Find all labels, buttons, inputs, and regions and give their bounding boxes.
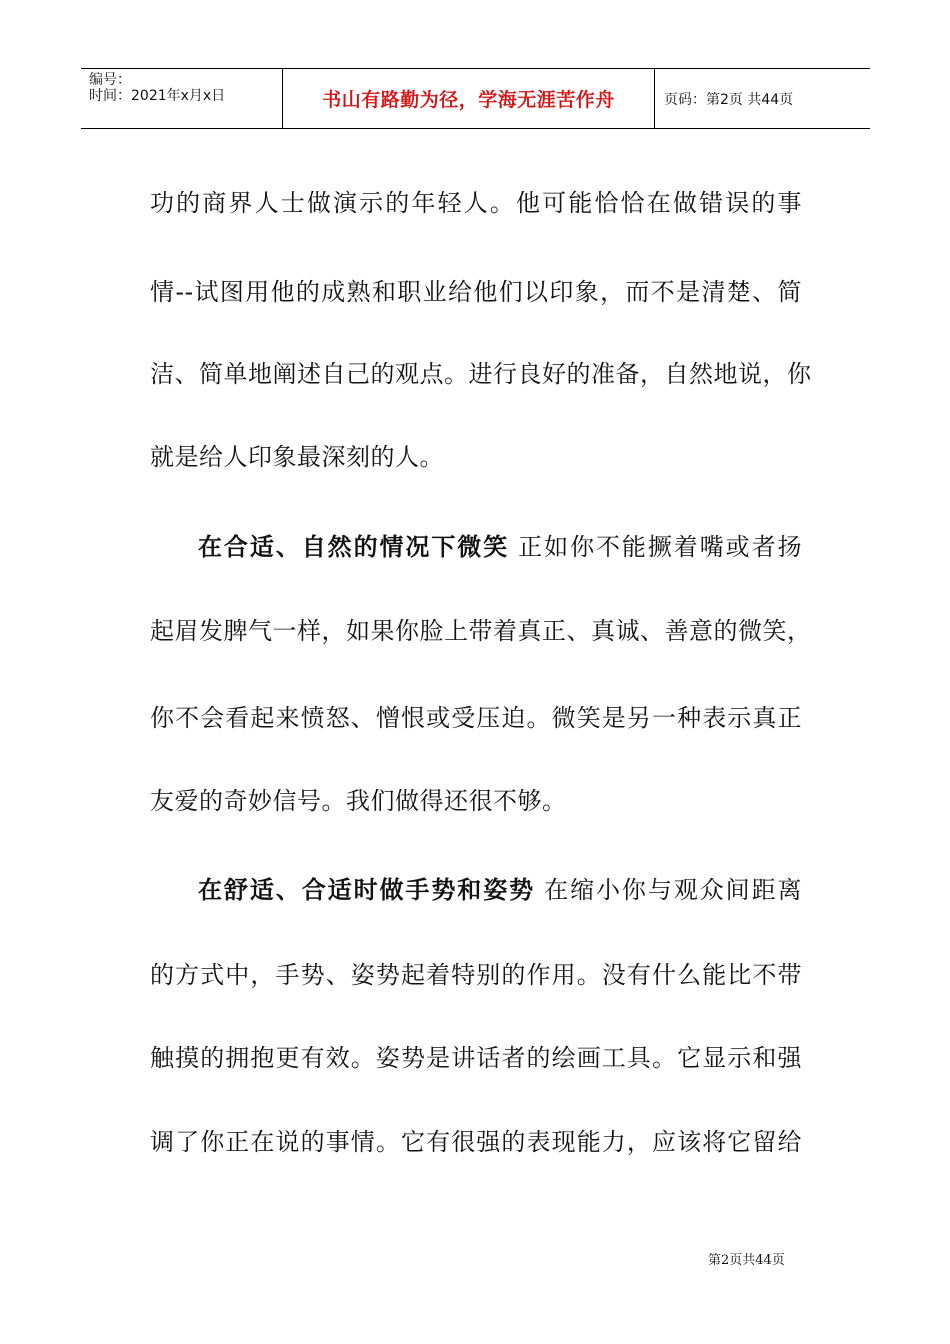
- number-label: 编号：: [89, 72, 131, 88]
- header-meta-cell: [81, 69, 282, 128]
- section-first-line: [198, 875, 802, 905]
- header-motto-cell: [282, 69, 655, 128]
- section-text: 在缩小你与观众间距离: [544, 876, 802, 904]
- page-footer: 第2页共44页: [708, 1253, 785, 1268]
- body-line: 起眉发脾气一样，如果你脸上带着真正、真诚、善意的微笑，: [150, 617, 812, 645]
- section-heading: 在舒适、合适时做手势和姿势: [198, 876, 536, 904]
- body-line: 你不会看起来愤怒、憎恨或受压迫。微笑是另一种表示真正: [150, 704, 802, 732]
- body-line: 的方式中，手势、姿势起着特别的作用。没有什么能比不带: [150, 961, 802, 989]
- body-line: 就是给人印象最深刻的人。: [150, 443, 444, 471]
- page-header: [81, 68, 870, 129]
- section-heading: 在合适、自然的情况下微笑: [198, 533, 510, 561]
- time-label: 时间：2021年x月x日: [89, 88, 226, 104]
- body-line: 友爱的奇妙信号。我们做得还很不够。: [150, 787, 567, 815]
- header-motto: 书山有路勤为径，学海无涯苦作舟: [322, 89, 615, 111]
- body-line: 洁、简单地阐述自己的观点。进行良好的准备，自然地说，你: [150, 360, 812, 388]
- section-text: 正如你不能撅着嘴或者扬: [518, 533, 803, 561]
- body-line: 功的商界人士做演示的年轻人。他可能恰恰在做错误的事: [150, 189, 802, 217]
- header-page-cell: [655, 69, 870, 128]
- header-page-info: 页码：第2页 共44页: [664, 91, 794, 108]
- body-line: 触摸的拥抱更有效。姿势是讲话者的绘画工具。它显示和强: [150, 1044, 802, 1072]
- body-line: 情--试图用他的成熟和职业给他们以印象，而不是清楚、简: [150, 278, 802, 306]
- body-line: 调了你正在说的事情。它有很强的表现能力，应该将它留给: [150, 1128, 802, 1156]
- section-first-line: [198, 532, 802, 562]
